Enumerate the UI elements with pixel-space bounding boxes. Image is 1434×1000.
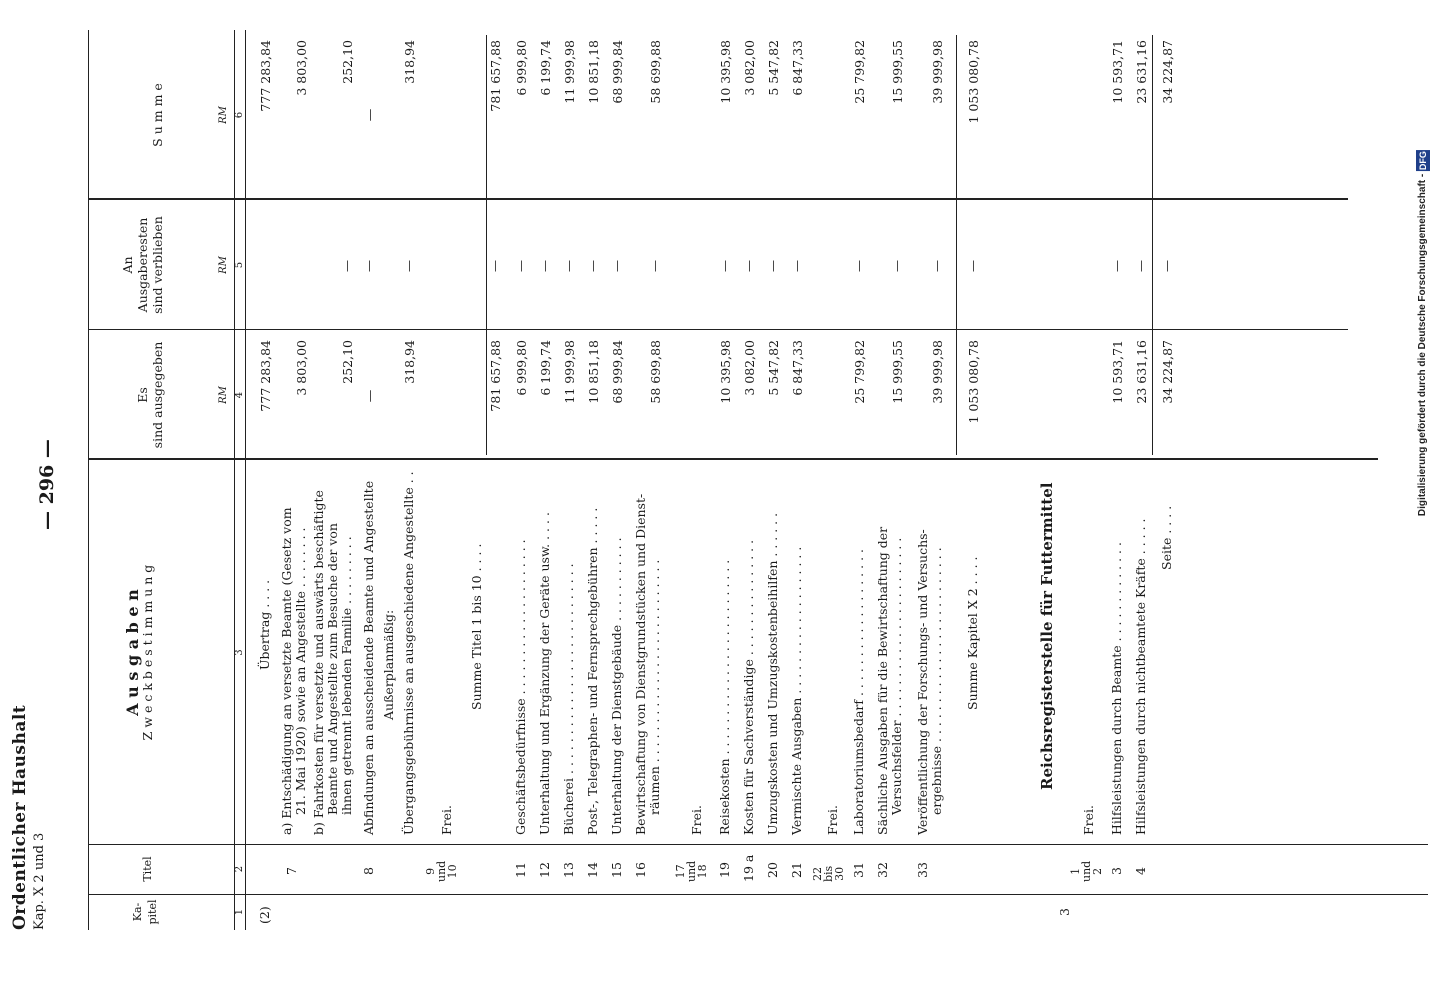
summe-kapitel-col4: 1 053 080,78 bbox=[966, 340, 981, 424]
page-number: — 296 — bbox=[36, 439, 58, 530]
t3-col6: 10 593,71 bbox=[1110, 40, 1125, 104]
frei-4: Frei. bbox=[1081, 804, 1096, 835]
dash-col5-18: — bbox=[966, 260, 980, 272]
t19a-col4: 3 082,00 bbox=[742, 340, 757, 396]
summe-kapitel-label: Summe Kapitel X 2 . . . . bbox=[965, 556, 980, 710]
titel-32: 32 bbox=[875, 862, 890, 878]
summe-1-10-col4: 781 657,88 bbox=[488, 340, 503, 412]
dash-col5-13: — bbox=[766, 260, 780, 272]
t3-label: Hilfsleistungen durch Beamte . . . . . . . . . . . . . bbox=[1109, 542, 1124, 835]
dash-col5-8: — bbox=[586, 260, 600, 272]
kapitel-3: 3 bbox=[1057, 908, 1072, 916]
t7b-line1: b) Fahrkosten für versetzte und auswärts beschäftigte bbox=[311, 490, 326, 835]
t19a-col6: 3 082,00 bbox=[742, 40, 757, 96]
t3-col4: 10 593,71 bbox=[1110, 340, 1125, 404]
t8-col4: — bbox=[362, 389, 377, 403]
col-head-zweck bbox=[125, 465, 155, 840]
dash-col5-2: — bbox=[362, 260, 376, 272]
t12-col4: 6 199,74 bbox=[538, 340, 553, 396]
colnum-3: 3 bbox=[234, 649, 245, 656]
titel-19: 19 bbox=[717, 862, 732, 878]
col-divider-2 bbox=[88, 844, 1428, 845]
t33-line2: ergebnisse . . . . . . . . . . . . . . . . . . . . . . . . . bbox=[929, 547, 944, 815]
colnum-1: 1 bbox=[234, 908, 245, 916]
titel-21: 21 bbox=[789, 862, 804, 878]
summe-1-10-col6: 781 657,88 bbox=[488, 40, 503, 112]
titel-22-30: 22 bis 30 bbox=[811, 865, 846, 882]
dfg-logo: DFG bbox=[1418, 151, 1428, 170]
col-head-titel: Titel bbox=[141, 856, 154, 882]
t13-label: Bücherei . . . . . . . . . . . . . . . . . . . . . . . . . . . bbox=[561, 563, 576, 835]
titel-19a: 19 a bbox=[741, 854, 756, 882]
t7a-col6: 3 803,00 bbox=[294, 40, 309, 96]
titel-31: 31 bbox=[851, 862, 866, 878]
kapitel-sum-rule bbox=[956, 35, 957, 455]
t12-col6: 6 199,74 bbox=[538, 40, 553, 96]
t7b-col4: 252,10 bbox=[340, 340, 355, 384]
t31-label: Laboratoriumsbedarf . . . . . . . . . . . . . . . . . . . bbox=[851, 549, 866, 835]
col-divider-1 bbox=[88, 894, 1428, 895]
t32-line1: Sächliche Ausgaben für die Bewirtschaftung der bbox=[875, 526, 890, 835]
titel-3: 3 bbox=[1109, 867, 1124, 875]
t33-col4: 39 999,98 bbox=[930, 340, 945, 404]
t8-label: Abfindungen an ausscheidende Beamte und Angestellte bbox=[361, 480, 376, 835]
t15-label: Unterhaltung der Dienstgebäude . . . . . . . . . . . bbox=[609, 537, 624, 835]
t20-label: Umzugskosten und Umzugskostenbeihilfen . . . . . . bbox=[765, 512, 780, 835]
t33-col6: 39 999,98 bbox=[930, 40, 945, 104]
colnum-6: 6 bbox=[234, 111, 245, 119]
t21-col6: 6 847,33 bbox=[790, 40, 805, 96]
colnum-4: 4 bbox=[234, 391, 245, 399]
titel-13: 13 bbox=[561, 862, 576, 878]
t19-label: Reisekosten . . . . . . . . . . . . . . . . . . . . . . . . . bbox=[717, 559, 732, 835]
col-head-zweck-sub: Z w e c k b e s t i m m u n g bbox=[140, 564, 155, 741]
titel-7: 7 bbox=[284, 867, 299, 875]
t20-col4: 5 547,82 bbox=[766, 340, 781, 396]
dash-col5-6: — bbox=[538, 260, 552, 272]
titel-4: 4 bbox=[1133, 867, 1148, 875]
colnum-2: 2 bbox=[234, 865, 245, 873]
t31-col4: 25 799,82 bbox=[852, 340, 867, 404]
summe-1-10-label: Summe Titel 1 bis 10 . . . . bbox=[469, 543, 484, 710]
digitization-note bbox=[1416, 150, 1430, 516]
t7a-line2: 21. Mai 1920) sowie an Angestellte . . . . . . . . bbox=[293, 527, 308, 815]
dash-col5-21: — bbox=[1160, 260, 1174, 272]
titel-12: 12 bbox=[537, 862, 552, 878]
col-divider-4 bbox=[88, 329, 1348, 330]
uebergang-col4: 318,94 bbox=[402, 340, 417, 384]
titel-16: 16 bbox=[633, 862, 648, 878]
digitization-text: Digitalisierung gefördert durch die Deutsche Forschungsgemeinschaft - bbox=[1417, 173, 1428, 517]
frei-3: Frei. bbox=[825, 804, 840, 835]
summe-rule bbox=[486, 35, 487, 455]
unit-col4: RM bbox=[218, 386, 229, 404]
frei-2: Frei. bbox=[689, 804, 704, 835]
col-divider-3 bbox=[88, 458, 1378, 460]
t14-col6: 10 851,18 bbox=[586, 40, 601, 104]
t15-col4: 68 999,84 bbox=[610, 340, 625, 404]
dash-col5-7: — bbox=[562, 260, 576, 272]
t4-col4: 23 631,16 bbox=[1134, 340, 1149, 404]
t7b-line3: ihnen getrennt lebenden Familie . . . . . . . . . bbox=[339, 536, 354, 815]
t31-col6: 25 799,82 bbox=[852, 40, 867, 104]
t32-col6: 15 999,55 bbox=[890, 40, 905, 104]
t16-col6: 58 699,88 bbox=[648, 40, 663, 104]
t21-col4: 6 847,33 bbox=[790, 340, 805, 396]
uebergang-col6: 318,94 bbox=[402, 40, 417, 84]
dash-col5-3: — bbox=[402, 260, 416, 272]
t16-col4: 58 699,88 bbox=[648, 340, 663, 404]
colnum-5: 5 bbox=[234, 261, 245, 269]
uebertrag-col6: 777 283,84 bbox=[258, 40, 273, 112]
t7b-col6: 252,10 bbox=[340, 40, 355, 84]
dash-col5-14: — bbox=[790, 260, 804, 272]
t19-col4: 10 395,98 bbox=[718, 340, 733, 404]
col-head-kapitel: Ka- pitel bbox=[131, 899, 159, 925]
table-top-rule bbox=[88, 30, 89, 930]
dash-col5-5: — bbox=[514, 260, 528, 272]
t21-label: Vermischte Ausgaben . . . . . . . . . . . . . . . . . . . bbox=[789, 546, 804, 835]
t8-col6: — bbox=[362, 108, 377, 122]
titel-9-10: 9 und 10 bbox=[424, 860, 459, 882]
col-head-summe: S u m m e bbox=[150, 83, 165, 147]
dash-col5-4: — bbox=[488, 260, 502, 272]
colnum-rule bbox=[245, 30, 246, 930]
seite-label: Seite . . . . bbox=[1159, 505, 1174, 570]
page-header bbox=[10, 705, 47, 930]
t15-col6: 68 999,84 bbox=[610, 40, 625, 104]
frei-1: Frei. bbox=[439, 804, 454, 835]
t4-col6: 23 631,16 bbox=[1134, 40, 1149, 104]
reichsregisterstelle-heading: Reichsregisterstelle für Futtermittel bbox=[1038, 482, 1056, 790]
titel-20: 20 bbox=[765, 862, 780, 878]
uebergang-label: Übergangsgebührnisse an ausgeschiedene Angestellte . . bbox=[401, 471, 416, 835]
t19a-label: Kosten für Sachverständige . . . . . . . . . . . . . . . bbox=[741, 539, 756, 835]
seite-rule bbox=[1152, 35, 1153, 455]
seite-col4: 34 224,87 bbox=[1160, 340, 1175, 404]
t16-line2: räumen . . . . . . . . . . . . . . . . . . . . . . . . . . bbox=[647, 559, 662, 815]
t13-col4: 11 999,98 bbox=[562, 340, 577, 404]
t33-line1: Veröffentlichung der Forschungs- und Versuchs- bbox=[915, 529, 930, 835]
uebertrag-label: Übertrag . . . . bbox=[257, 579, 272, 670]
dash-col5-10: — bbox=[648, 260, 662, 272]
summe-kapitel-col6: 1 053 080,78 bbox=[966, 40, 981, 124]
unit-col5: RM bbox=[218, 256, 229, 274]
seite-col6: 34 224,87 bbox=[1160, 40, 1175, 104]
t14-col4: 10 851,18 bbox=[586, 340, 601, 404]
t13-col6: 11 999,98 bbox=[562, 40, 577, 104]
titel-14: 14 bbox=[585, 862, 600, 878]
t20-col6: 5 547,82 bbox=[766, 40, 781, 96]
dash-col5-17: — bbox=[930, 260, 944, 272]
t7b-line2: Beamte und Angestellte zum Besuche der von bbox=[325, 523, 340, 815]
kapitel-2: (2) bbox=[257, 906, 272, 924]
t32-line2: Versuchsfelder . . . . . . . . . . . . . . . . . . . . . . . bbox=[889, 537, 904, 815]
header-subtitle: Kap. X 2 und 3 bbox=[32, 832, 47, 930]
titel-1-2: 1 und 2 bbox=[1069, 860, 1104, 882]
dash-col5-16: — bbox=[890, 260, 904, 272]
titel-15: 15 bbox=[609, 862, 624, 878]
dash-col5-19: — bbox=[1110, 260, 1124, 272]
titel-33: 33 bbox=[915, 862, 930, 878]
col-divider-5 bbox=[88, 198, 1348, 200]
t11-col4: 6 999,80 bbox=[514, 340, 529, 396]
t32-col4: 15 999,55 bbox=[890, 340, 905, 404]
dash-col5-12: — bbox=[742, 260, 756, 272]
dash-col5-15: — bbox=[852, 260, 866, 272]
dash-col5-20: — bbox=[1134, 260, 1148, 272]
t16-line1: Bewirtschaftung von Dienstgrundstücken und Dienst- bbox=[633, 493, 648, 835]
t7a-col4: 3 803,00 bbox=[294, 340, 309, 396]
titel-11: 11 bbox=[513, 862, 528, 878]
header-title: Ordentlicher Haushalt bbox=[10, 704, 30, 930]
t11-label: Geschäftsbedürfnisse . . . . . . . . . . . . . . . . . . . . bbox=[513, 539, 528, 835]
t19-col6: 10 395,98 bbox=[718, 40, 733, 104]
t14-label: Post-, Telegraphen- und Fernsprechgebühren . . . . . bbox=[585, 507, 600, 835]
dash-col5-1: — bbox=[340, 260, 354, 272]
dash-col5-9: — bbox=[610, 260, 624, 272]
titel-17-18: 17 und 18 bbox=[674, 860, 709, 882]
col-head-ausgabereste: An Ausgaberesten sind verblieben bbox=[120, 216, 165, 314]
unit-col6: RM bbox=[218, 106, 229, 124]
t12-label: Unterhaltung und Ergänzung der Geräte usw. . . . . bbox=[537, 512, 552, 835]
t4-label: Hilfsleistungen durch nichtbeamtete Kräfte . . . . . bbox=[1133, 518, 1148, 835]
dash-col5-11: — bbox=[718, 260, 732, 272]
uebertrag-col4: 777 283,84 bbox=[258, 340, 273, 412]
titel-8: 8 bbox=[361, 867, 376, 875]
col-head-zweck-title: A u s g a b e n bbox=[123, 589, 142, 716]
t11-col6: 6 999,80 bbox=[514, 40, 529, 96]
col-head-es-sind: Es sind ausgegeben bbox=[135, 341, 165, 449]
ausserplanmaessig: Außerplanmäßig: bbox=[381, 609, 396, 720]
t7a-line1: a) Entschädigung an versetzte Beamte (Gesetz vom bbox=[279, 507, 294, 835]
